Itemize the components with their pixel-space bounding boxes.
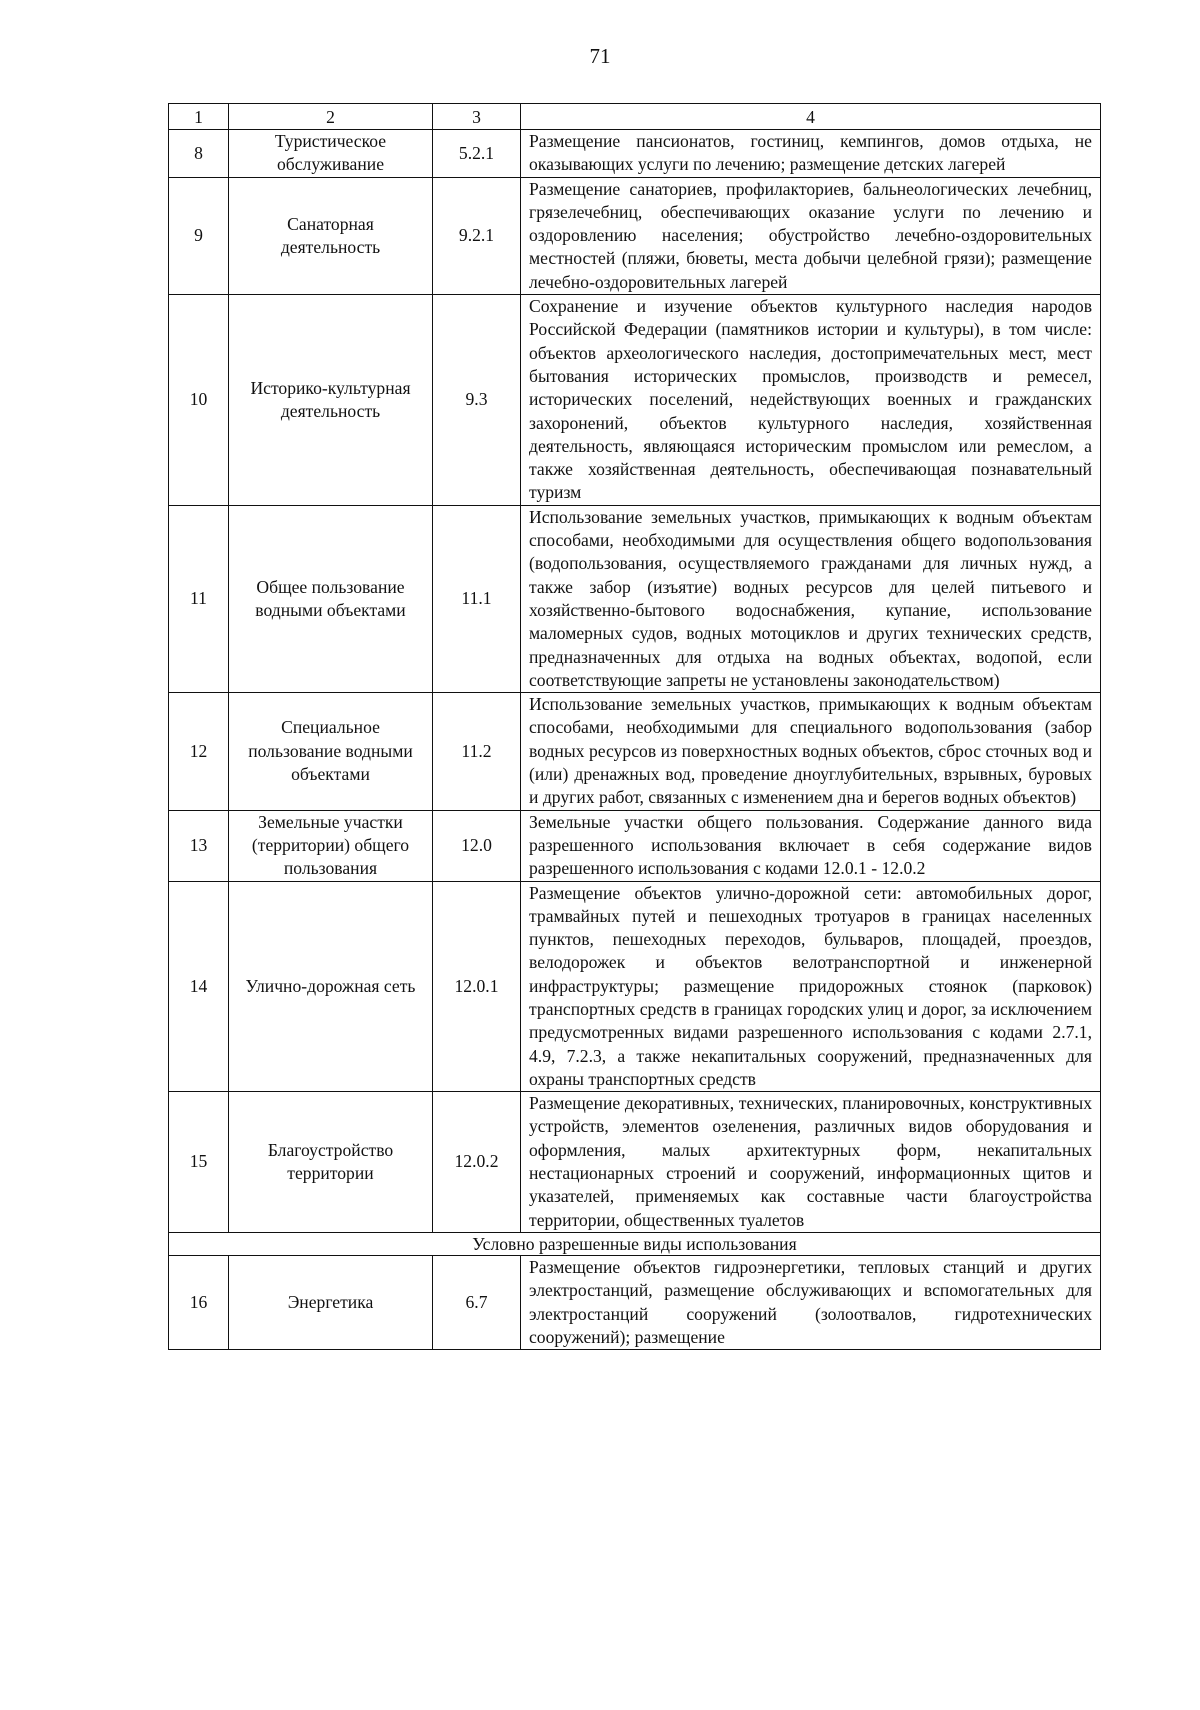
use-name: Благоустройство территории — [229, 1092, 433, 1233]
use-code: 9.3 — [433, 295, 521, 506]
use-description: Размещение санаториев, профилакториев, бальнеологических лечебниц, грязелечебниц, обеспечивающих оказание услуги по лечению и оздоровлению населения; обустройство лечебно-оздоровительных местностей (пляжи, бюветы, места добычи целебной грязи); размещение лечебно-оздоровительных лагерей — [521, 177, 1101, 294]
header-col-3: 3 — [433, 104, 521, 130]
land-use-table — [168, 103, 1101, 1350]
table-row — [169, 505, 1101, 692]
header-col-2: 2 — [229, 104, 433, 130]
row-number: 9 — [169, 177, 229, 294]
use-description: Использование земельных участков, примыкающих к водным объектам способами, необходимыми для специального водопользования (забор водных ресурсов из поверхностных водных объектов, сброс сточных вод и (или) дренажных вод, проведение дноуглубительных, взрывных, буровых и других работ, связанных с изменением дна и берегов водных объектов) — [521, 693, 1101, 810]
row-number: 11 — [169, 505, 229, 692]
use-description: Земельные участки общего пользования. Содержание данного вида разрешенного использования включает в себя содержание видов разрешенного использования с кодами 12.0.1 - 12.0.2 — [521, 810, 1101, 881]
use-code: 11.2 — [433, 693, 521, 810]
table-row — [169, 130, 1101, 178]
use-description: Размещение пансионатов, гостиниц, кемпингов, домов отдыха, не оказывающих услуги по лечению; размещение детских лагерей — [521, 130, 1101, 178]
header-col-1: 1 — [169, 104, 229, 130]
use-code: 9.2.1 — [433, 177, 521, 294]
use-name: Земельные участки (территории) общего пользования — [229, 810, 433, 881]
use-description: Размещение объектов гидроэнергетики, тепловых станций и других электростанций, размещение обслуживающих и вспомогательных для электростанций сооружений (золоотвалов, гидротехнических сооружений); размещение — [521, 1255, 1101, 1349]
table-row — [169, 177, 1101, 294]
use-description: Сохранение и изучение объектов культурного наследия народов Российской Федерации (памятников истории и культуры), в том числе: объектов археологического наследия, достопримечательных мест, мест бытования исторических промыслов, производств и ремесел, исторических поселений, недействующих военных и гражданских захоронений, объектов культурного наследия, хозяйственная деятельность, являющаяся историческим промыслом или ремеслом, а также хозяйственная деятельность, обеспечивающая познавательный туризм — [521, 295, 1101, 506]
table-row — [169, 1255, 1101, 1349]
table-row — [169, 295, 1101, 506]
use-name: Санаторная деятельность — [229, 177, 433, 294]
use-name: Улично-дорожная сеть — [229, 881, 433, 1092]
section-header-row — [169, 1232, 1101, 1255]
row-number: 10 — [169, 295, 229, 506]
header-col-4: 4 — [521, 104, 1101, 130]
table-row — [169, 1092, 1101, 1233]
use-name: Энергетика — [229, 1255, 433, 1349]
use-code: 11.1 — [433, 505, 521, 692]
row-number: 14 — [169, 881, 229, 1092]
use-code: 5.2.1 — [433, 130, 521, 178]
use-code: 12.0.2 — [433, 1092, 521, 1233]
table-row — [169, 693, 1101, 810]
use-name: Специальное пользование водными объектами — [229, 693, 433, 810]
row-number: 8 — [169, 130, 229, 178]
row-number: 13 — [169, 810, 229, 881]
use-name: Общее пользование водными объектами — [229, 505, 433, 692]
table-row — [169, 810, 1101, 881]
header-row — [169, 104, 1101, 130]
row-number: 15 — [169, 1092, 229, 1233]
row-number: 12 — [169, 693, 229, 810]
use-name: Туристическое обслуживание — [229, 130, 433, 178]
use-description: Размещение декоративных, технических, планировочных, конструктивных устройств, элементов озеленения, различных видов оборудования и оформления, малых архитектурных форм, некапитальных нестационарных строений и сооружений, информационных щитов и указателей, применяемых как составные части благоустройства территории, общественных туалетов — [521, 1092, 1101, 1233]
use-description: Размещение объектов улично-дорожной сети: автомобильных дорог, трамвайных путей и пешеходных тротуаров в границах населенных пунктов, пешеходных переходов, бульваров, площадей, проездов, велодорожек и объектов велотранспортной и инженерной инфраструктуры; размещение придорожных стоянок (парковок) транспортных средств в границах городских улиц и дорог, за исключением предусмотренных видами разрешенного использования с кодами 2.7.1, 4.9, 7.2.3, а также некапитальных сооружений, предназначенных для охраны транспортных средств — [521, 881, 1101, 1092]
page-number: 71 — [589, 44, 611, 68]
use-code: 12.0 — [433, 810, 521, 881]
section-title: Условно разрешенные виды использования — [169, 1232, 1101, 1255]
use-code: 6.7 — [433, 1255, 521, 1349]
use-name: Историко-культурная деятельность — [229, 295, 433, 506]
table-row — [169, 881, 1101, 1092]
use-description: Использование земельных участков, примыкающих к водным объектам способами, необходимыми для осуществления общего водопользования (водопользования, осуществляемого гражданами для личных нужд, а также забор (изъятие) водных ресурсов для целей питьевого и хозяйственно-бытового водоснабжения, купание, использование маломерных судов, водных мотоциклов и других технических средств, предназначенных для отдыха на водных объектах, водопой, если соответствующие запреты не установлены законодательством) — [521, 505, 1101, 692]
use-code: 12.0.1 — [433, 881, 521, 1092]
row-number: 16 — [169, 1255, 229, 1349]
